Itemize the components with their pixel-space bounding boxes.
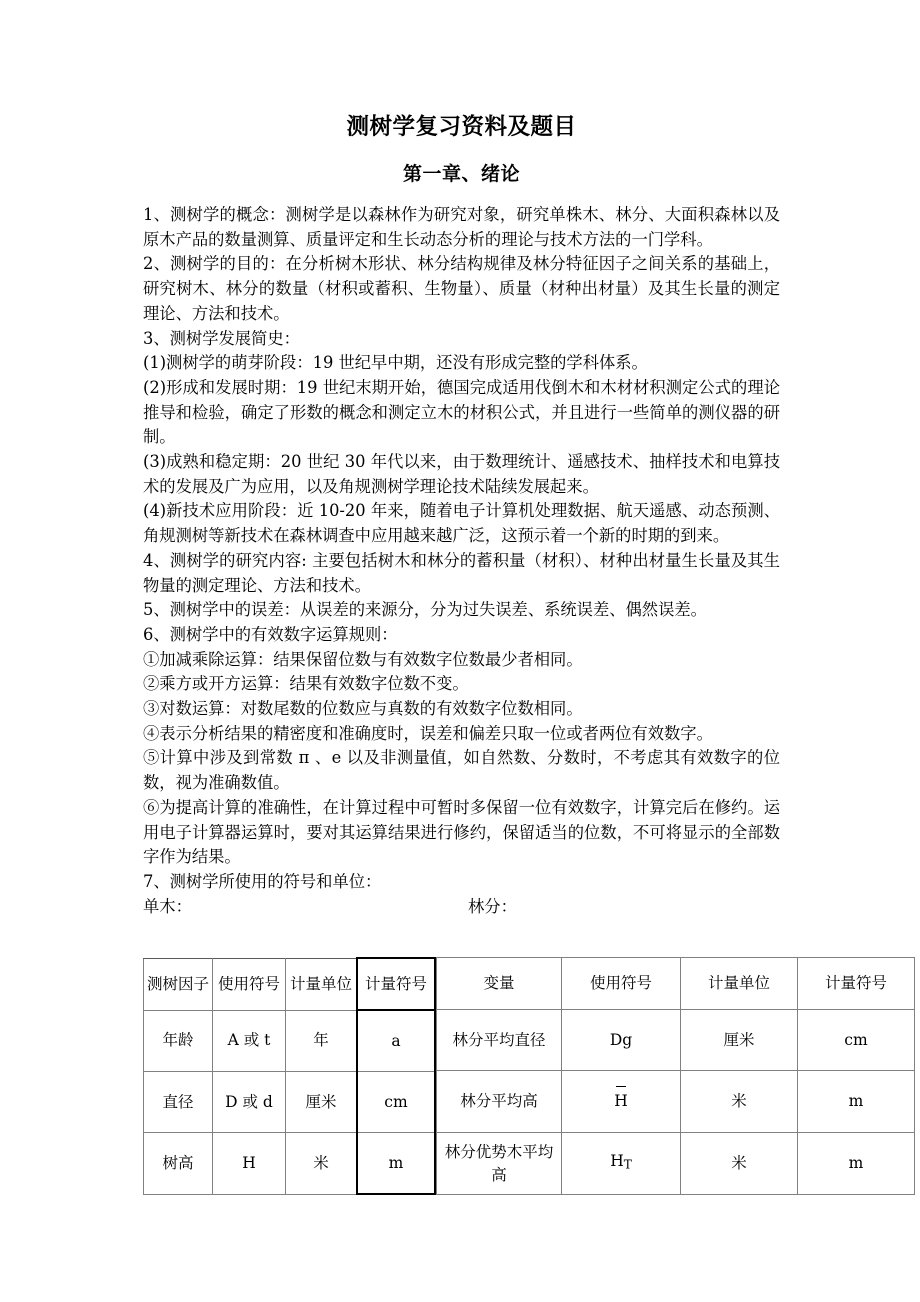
rule-item-3: ③对数运算：对数尾数的位数应与真数的有效数字位数相同。 (143, 699, 583, 719)
table-header-row (144, 958, 436, 1010)
cell-unit-symbol: m (798, 1133, 915, 1195)
single-tree-table (143, 957, 436, 1195)
table-header-row (437, 958, 915, 1010)
header-unit: 计量单位 (681, 958, 798, 1010)
page-title: 测树学复习资料及题目 (346, 114, 577, 140)
cell-unit-symbol: m (357, 1133, 435, 1195)
cell-unit: 厘米 (286, 1072, 358, 1133)
paragraph-3-1: (1)测树学的萌芽阶段：19 世纪早中期，还没有形成完整的学科体系。 (143, 353, 648, 373)
rule-item-6: ⑥为提高计算的准确性，在计算过程中可暂时多保留一位有效数字，计算完后在修约。运用电子计算器运算时，要对其运算结果进行修约，保留适当的位数，不可将显示的全部数字作为结果。 (143, 797, 780, 867)
cell-unit: 年 (286, 1010, 358, 1072)
cell-variable: 林分优势木平均高 (437, 1133, 562, 1195)
header-symbol: 使用符号 (213, 958, 286, 1010)
cell-unit-symbol: a (357, 1010, 435, 1072)
symbols-tables (143, 957, 887, 1195)
paragraph-6: 6、测树学中的有效数字运算规则： (143, 624, 398, 644)
header-unit: 计量单位 (286, 958, 358, 1010)
cell-factor: 年龄 (144, 1010, 213, 1072)
cell-symbol: Dg (562, 1009, 681, 1071)
cell-symbol: A 或 t (213, 1010, 286, 1072)
document-content (143, 0, 780, 920)
cell-symbol: H (213, 1133, 286, 1195)
rule-item-5: ⑤计算中涉及到常数 π 、e 以及非测量值，如自然数、分数时，不考虑其有效数字的位数，视为准确数值。 (143, 748, 780, 793)
cell-unit: 米 (681, 1071, 798, 1133)
header-variable: 变量 (437, 958, 562, 1010)
cell-factor: 树高 (144, 1133, 213, 1195)
table-row (437, 1009, 915, 1071)
body-text (143, 203, 780, 920)
caption-single-tree: 单木： (143, 896, 192, 916)
h-subscript-t-symbol: $H_T$ (610, 1152, 632, 1172)
table-row (437, 1071, 915, 1133)
paragraph-1: 1、测树学的概念：测树学是以森林作为研究对象，研究单株木、林分、大面积森林以及原木产品的数量测算、质量评定和生长动态分析的理论与技术方法的一门学科。 (143, 205, 780, 249)
h-bar-symbol: H (614, 1090, 628, 1113)
cell-unit: 米 (286, 1133, 358, 1195)
cell-unit: 米 (681, 1133, 798, 1195)
cell-factor: 直径 (144, 1072, 213, 1133)
paragraph-2: 2、测树学的目的：在分析树木形状、林分结构规律及林分特征因子之间关系的基础上，研究树木、林分的数量（材积或蓄积、生物量）、质量（材种出材量）及其生长量的测定理论、方法和技术。 (143, 254, 780, 323)
cell-unit: 厘米 (681, 1009, 798, 1071)
cell-unit-symbol: cm (357, 1072, 435, 1133)
rule-item-1: ①加减乘除运算：结果保留位数与有效数字位数最少者相同。 (143, 649, 583, 669)
cell-unit-symbol: m (798, 1071, 915, 1133)
table-captions (143, 895, 780, 920)
paragraph-3: 3、测树学发展简史： (143, 328, 300, 348)
table-row (437, 1133, 915, 1195)
paragraph-3-2: (2)形成和发展时期：19 世纪末期开始，德国完成适用伐倒木和木材材积测定公式的理论推导和检验，确定了形数的概念和测定立木的材积公式，并且进行一些简单的测仪器的研制。 (143, 377, 780, 447)
header-symbol: 使用符号 (562, 958, 681, 1010)
cell-symbol: D 或 d (213, 1072, 286, 1133)
rule-item-4: ④表示分析结果的精密度和准确度时，误差和偏差只取一位或者两位有效数字。 (143, 723, 713, 743)
rule-item-2: ②乘方或开方运算：结果有效数字位数不变。 (143, 674, 469, 694)
cell-symbol (562, 1133, 681, 1195)
paragraph-3-3: (3)成熟和稳定期：20 世纪 30 年代以来，由于数理统计、遥感技术、抽样技术和电算技术的发展及广为应用，以及角规测树学理论技术陆续发展起来。 (143, 452, 780, 496)
paragraph-3-4: (4)新技术应用阶段：近 10-20 年来，随着电子计算机处理数据、航天遥感、动态预测、角规测树等新技术在森林调查中应用越来越广泛，这预示着一个新的时期的到来。 (143, 501, 780, 546)
paragraph-7: 7、测树学所使用的符号和单位： (143, 871, 382, 891)
paragraph-4: 4、测树学的研究内容: 主要包括树木和林分的蓄积量（材积）、材种出材量生长量及其生物量的测定理论、方法和技术。 (143, 550, 780, 595)
stand-table (436, 957, 915, 1195)
paragraph-5: 5、测树学中的误差：从误差的来源分，分为过失误差、系统误差、偶然误差。 (143, 600, 707, 620)
table-row (144, 1072, 436, 1133)
chapter-heading: 第一章、绪论 (402, 163, 520, 185)
table-row (144, 1133, 436, 1195)
caption-stand: 林分： (468, 896, 517, 916)
header-unit-symbol: 计量符号 (798, 958, 915, 1010)
cell-variable: 林分平均直径 (437, 1009, 562, 1071)
cell-unit-symbol: cm (798, 1009, 915, 1071)
header-factor: 测树因子 (144, 958, 213, 1010)
cell-symbol (562, 1071, 681, 1133)
header-unit-symbol: 计量符号 (357, 958, 435, 1010)
table-row (144, 1010, 436, 1072)
cell-variable: 林分平均高 (437, 1071, 562, 1133)
